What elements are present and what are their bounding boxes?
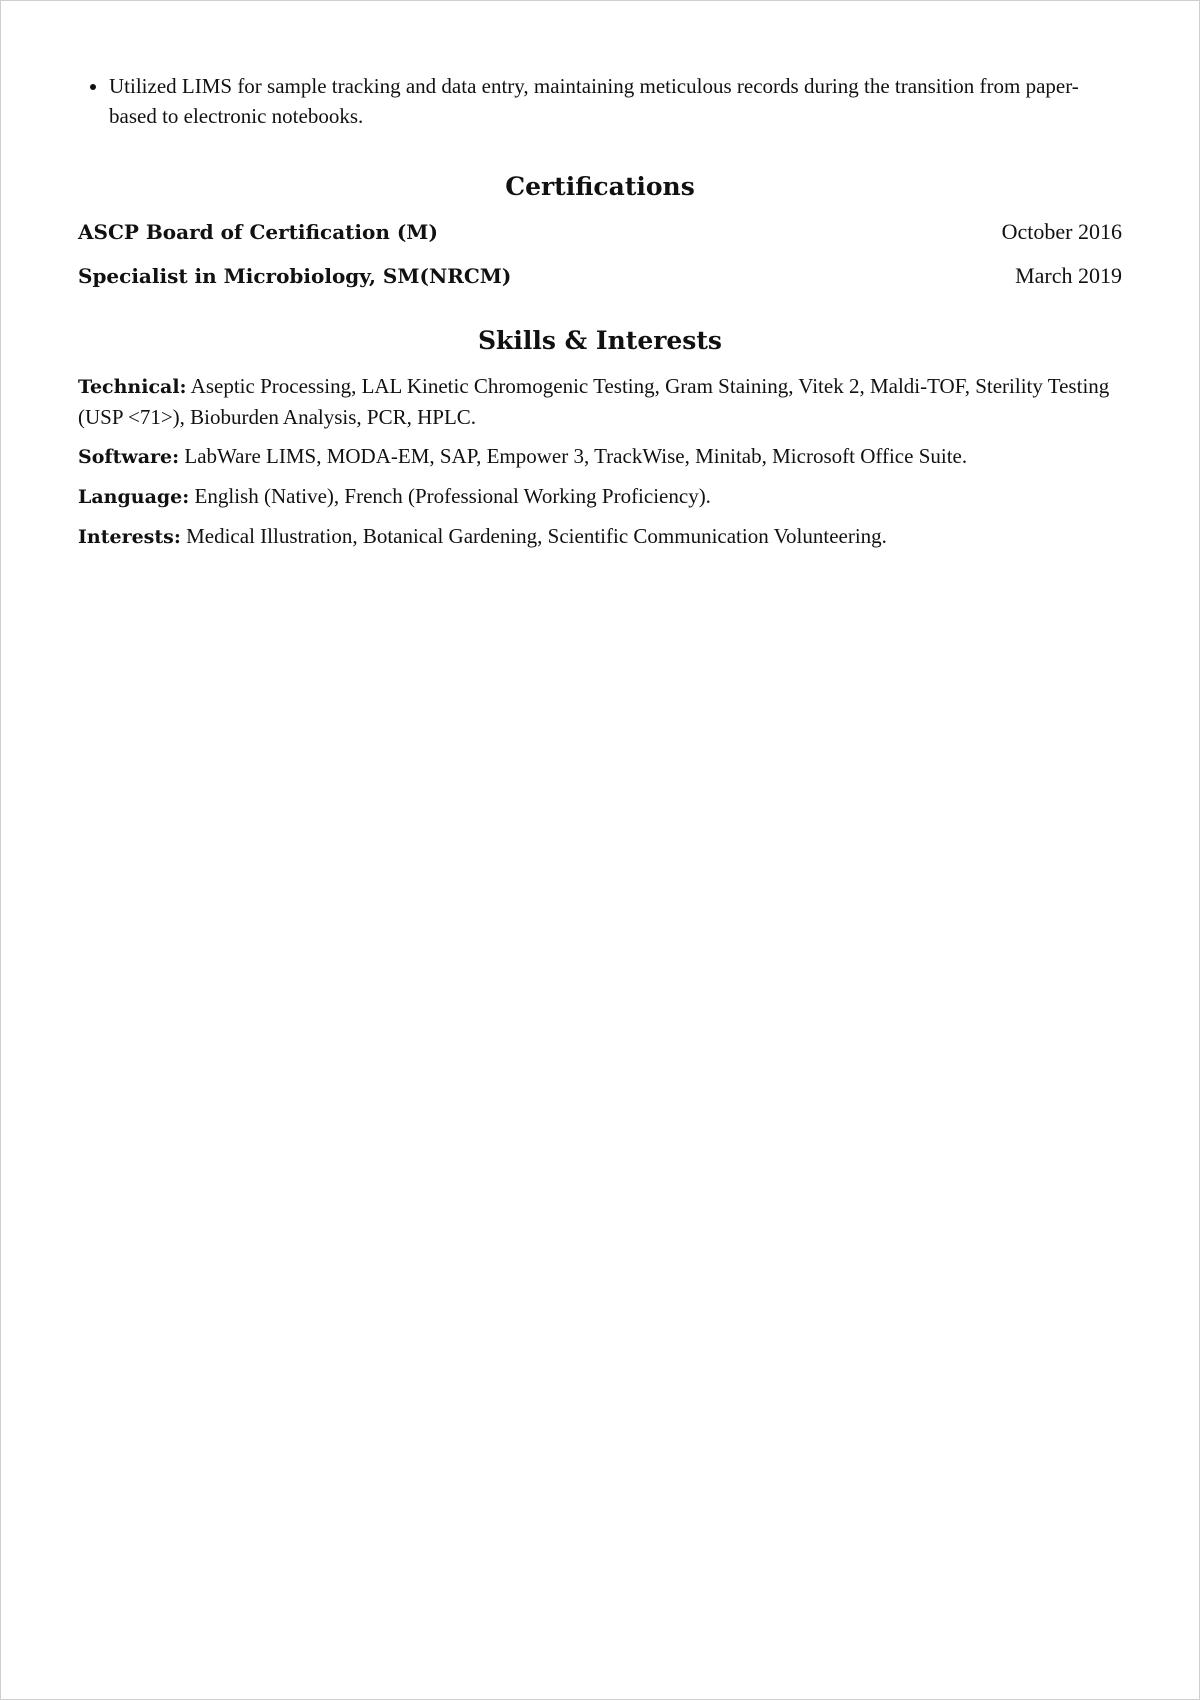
skill-software-line [78,441,1122,472]
skill-language-line [78,481,1122,512]
certification-row [78,217,1122,247]
certification-name: Specialist in Microbiology, SM(NRCM) [78,264,512,288]
skill-label: Technical: [78,376,187,398]
experience-bullet: • Utilized LIMS for sample tracking and data entry, maintaining meticulous records during the transition from paper-based to electronic notebooks. [109,71,1122,131]
certification-date: October 2016 [1001,219,1122,244]
certifications-heading: Certifications [505,172,695,201]
experience-bullet-list [78,71,1122,131]
skill-label: Interests: [78,526,181,548]
skill-technical-line [78,371,1122,432]
skill-value: Medical Illustration, Botanical Gardening, Scientific Communication Volunteering. [186,524,887,548]
skill-label: Language: [78,486,190,508]
certification-name: ASCP Board of Certification (M) [78,220,438,244]
skill-value: Aseptic Processing, LAL Kinetic Chromogenic Testing, Gram Staining, Vitek 2, Maldi-TOF, Sterility Testing (USP <71>), Bioburden Analysis, PCR, HPLC. [78,374,1110,429]
skill-value: LabWare LIMS, MODA-EM, SAP, Empower 3, TrackWise, Minitab, Microsoft Office Suite. [184,444,968,468]
skill-interests-line [78,521,1122,552]
skills-heading: Skills & Interests [477,326,723,355]
skill-value: English (Native), French (Professional Working Proficiency). [194,484,711,508]
skill-label: Software: [78,446,180,468]
certification-row [78,261,1122,291]
certification-date: March 2019 [1015,263,1122,288]
